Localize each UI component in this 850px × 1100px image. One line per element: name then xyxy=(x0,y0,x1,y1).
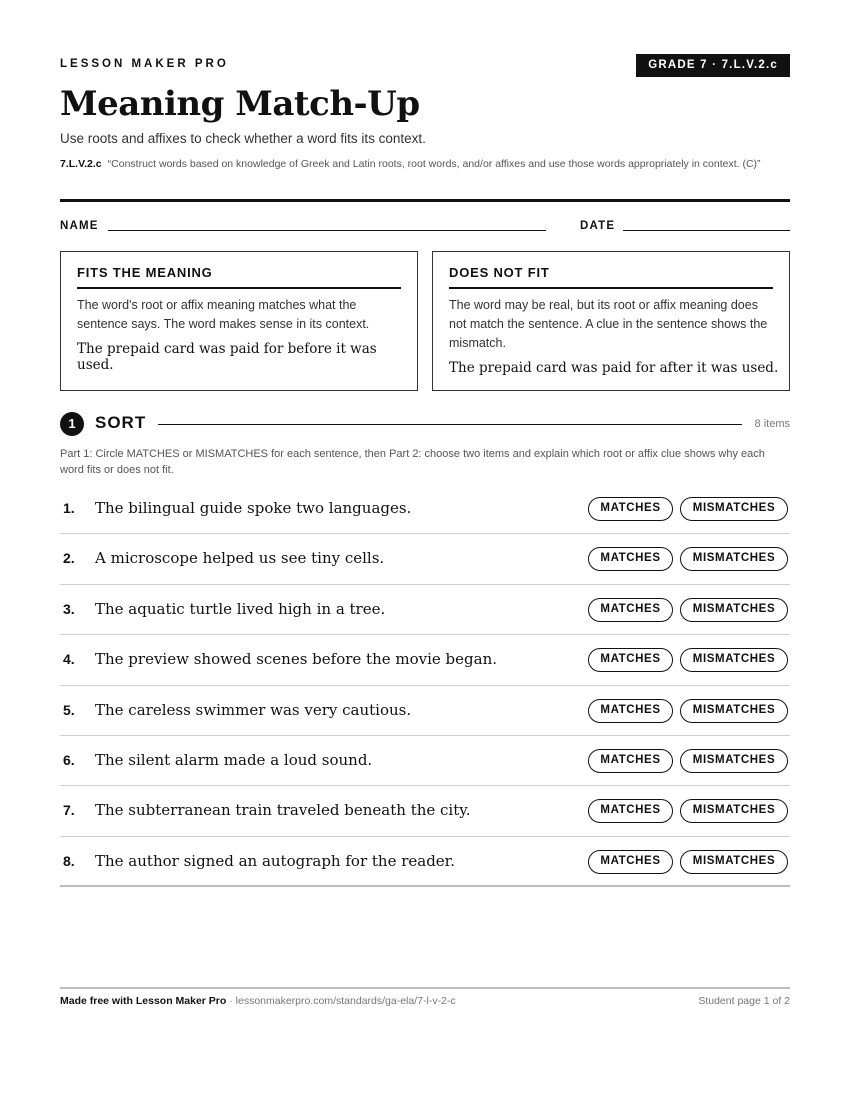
list-item xyxy=(60,534,790,584)
brand-name: LESSON MAKER PRO xyxy=(60,58,229,70)
item-sentence: The author signed an autograph for the reader. xyxy=(95,851,455,870)
matches-option[interactable]: MATCHES xyxy=(588,850,673,874)
mismatches-option[interactable]: MISMATCHES xyxy=(680,699,788,723)
item-number: 6. xyxy=(63,751,75,768)
standard-code: 7.L.V.2.c xyxy=(60,158,102,170)
matches-option[interactable]: MATCHES xyxy=(588,598,673,622)
standard-description xyxy=(60,156,775,172)
mismatches-option[interactable]: MISMATCHES xyxy=(680,648,788,672)
list-item xyxy=(60,585,790,635)
section-divider xyxy=(158,424,742,425)
footer-url: · lessonmakerpro.com/standards/ga-ela/7-l-v-2-c xyxy=(226,995,456,1007)
name-field[interactable] xyxy=(108,230,546,231)
sort-items-list xyxy=(60,484,790,887)
mismatches-option[interactable]: MISMATCHES xyxy=(680,799,788,823)
item-count: 8 items xyxy=(754,418,790,430)
item-sentence: The aquatic turtle lived high in a tree. xyxy=(95,599,386,618)
instructions: Part 1: Circle MATCHES or MISMATCHES for each sentence, then Part 2: choose two items and explain which root or affix clue shows why each word fits or does not fit. xyxy=(60,448,765,476)
item-number: 8. xyxy=(63,852,75,869)
section-title: SORT xyxy=(95,413,147,432)
item-number: 1. xyxy=(63,500,75,516)
mismatches-option[interactable]: MISMATCHES xyxy=(680,598,788,622)
matches-option[interactable]: MATCHES xyxy=(588,497,673,521)
item-number: 5. xyxy=(63,701,75,718)
footer-divider xyxy=(60,987,790,989)
matches-option[interactable]: MATCHES xyxy=(588,547,673,571)
matches-option[interactable]: MATCHES xyxy=(588,699,673,723)
mismatches-option[interactable]: MISMATCHES xyxy=(680,497,788,521)
header-divider xyxy=(60,199,790,202)
box-heading: DOES NOT FIT xyxy=(449,265,773,289)
matches-option[interactable]: MATCHES xyxy=(588,648,673,672)
list-item xyxy=(60,736,790,786)
matches-option[interactable]: MATCHES xyxy=(588,749,673,773)
list-item xyxy=(60,635,790,685)
box-heading: FITS THE MEANING xyxy=(77,265,401,289)
item-sentence: The subterranean train traveled beneath the city. xyxy=(95,801,471,820)
box-description: The word may be real, but its root or affix meaning does not match the sentence. A clue in the sentence shows the mismatch. xyxy=(449,298,768,350)
item-sentence: The careless swimmer was very cautious. xyxy=(95,700,412,719)
mismatches-option[interactable]: MISMATCHES xyxy=(680,749,788,773)
item-sentence: The preview showed scenes before the movie began. xyxy=(95,650,498,669)
section-number-badge: 1 xyxy=(60,412,84,436)
item-number: 3. xyxy=(63,600,75,617)
fits-meaning-box xyxy=(60,251,418,391)
mismatches-option[interactable]: MISMATCHES xyxy=(680,850,788,874)
date-field[interactable] xyxy=(623,230,790,231)
matches-option[interactable]: MATCHES xyxy=(588,799,673,823)
does-not-fit-box xyxy=(432,251,790,391)
list-item xyxy=(60,686,790,736)
page-subtitle: Use roots and affixes to check whether a word fits its context. xyxy=(60,131,426,146)
date-label: DATE xyxy=(580,220,616,232)
mismatches-option[interactable]: MISMATCHES xyxy=(680,547,788,571)
box-description: The word's root or affix meaning matches what the sentence says. The word makes sense in its context. xyxy=(77,298,370,331)
item-number: 4. xyxy=(63,651,75,668)
footer-page-number: Student page 1 of 2 xyxy=(698,995,790,1007)
name-label: NAME xyxy=(60,220,99,232)
page-title: Meaning Match-Up xyxy=(60,84,420,124)
grade-badge: GRADE 7 · 7.L.V.2.c xyxy=(636,54,790,77)
item-number: 2. xyxy=(63,550,75,567)
footer-made-with: Made free with Lesson Maker Pro xyxy=(60,995,227,1007)
box-example: The prepaid card was paid for before it was used. xyxy=(77,341,377,373)
list-item xyxy=(60,837,790,887)
box-example: The prepaid card was paid for after it was used. xyxy=(449,360,779,376)
standard-text: “Construct words based on knowledge of Greek and Latin roots, root words, and/or affixes and use those words appropriately in context. (C)” xyxy=(107,158,761,170)
item-sentence: The bilingual guide spoke two languages. xyxy=(95,499,412,517)
list-item xyxy=(60,786,790,836)
item-sentence: A microscope helped us see tiny cells. xyxy=(95,549,385,568)
item-number: 7. xyxy=(63,802,75,819)
list-item xyxy=(60,484,790,534)
footer-credit xyxy=(60,995,456,1007)
item-sentence: The silent alarm made a loud sound. xyxy=(95,750,373,769)
